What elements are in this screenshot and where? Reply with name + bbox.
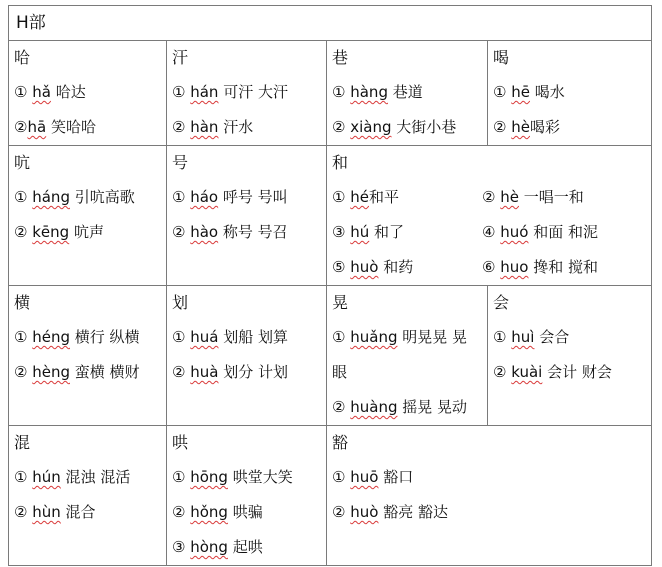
example-words: 混合 <box>65 503 96 521</box>
entry-char: 汗 <box>172 48 189 67</box>
entry-char: 哄 <box>172 433 189 452</box>
example-words: 摇晃 晃动 <box>402 398 468 416</box>
reading-line: ② hè喝彩 <box>493 118 560 136</box>
pinyin: hàng <box>350 83 388 101</box>
example-words: 巷道 <box>392 83 423 101</box>
example-words: 明晃晃 晃 <box>402 328 468 346</box>
pinyin: huò <box>350 503 379 521</box>
example-words: 大街小巷 <box>396 118 457 136</box>
entry-char: 哈 <box>14 48 31 67</box>
pinyin: hōng <box>190 468 228 486</box>
example-words: 呼号 号叫 <box>222 188 288 206</box>
pinyin: héng <box>32 328 70 346</box>
pinyin: hè <box>511 118 530 136</box>
entry-cell-heng <box>9 286 167 426</box>
example-words: 蛮横 横财 <box>74 363 140 381</box>
reading-line: ② kēng 吭声 <box>14 223 104 241</box>
pinyin: háng <box>32 188 70 206</box>
example-words: 会合 <box>539 328 570 346</box>
pinyin: hào <box>190 223 219 241</box>
reading-line: ② hào 称号 号召 <box>172 223 288 241</box>
pinyin: huàng <box>350 398 398 416</box>
pinyin: hē <box>511 83 530 101</box>
example-words: 起哄 <box>232 538 263 556</box>
reading-line: ③ hòng 起哄 <box>172 538 263 556</box>
pinyin: huǎng <box>350 328 398 346</box>
reading-line: ① háo 呼号 号叫 <box>172 188 288 206</box>
entry-cell-huang <box>327 286 488 426</box>
reading-line: ② hùn 混合 <box>14 503 96 521</box>
example-words: 划分 计划 <box>223 363 289 381</box>
entry-cell-hui <box>488 286 652 426</box>
pinyin: huó <box>500 223 529 241</box>
pinyin: hún <box>32 468 61 486</box>
reading-line: ② hèng 蛮横 横财 <box>14 363 140 381</box>
pinyin: huà <box>190 363 219 381</box>
example-words: 和药 <box>383 258 414 276</box>
entry-cell-hua <box>167 286 327 426</box>
example-words: 豁亮 豁达 <box>383 503 448 521</box>
entry-cell-hong <box>167 426 327 566</box>
entry-cell-hao <box>167 146 327 286</box>
example-words: 和平 <box>368 188 399 206</box>
section-header <box>9 6 652 41</box>
pinyin: kēng <box>32 223 70 241</box>
reading-line: ① huǎng 明晃晃 晃 <box>332 328 468 346</box>
example-words: 和了 <box>374 223 405 241</box>
pinyin: hā <box>27 118 47 136</box>
reading-wrap-line: 眼 <box>332 363 348 381</box>
pinyin: hùn <box>32 503 61 521</box>
pinyin: huō <box>350 468 379 486</box>
reading-line: ① hàng 巷道 <box>332 83 423 101</box>
example-words: 豁口 <box>383 468 414 486</box>
pinyin: hǎ <box>32 83 51 101</box>
entry-char: 横 <box>14 293 31 312</box>
example-words: 喝彩 <box>529 118 560 136</box>
example-words: 可汗 大汗 <box>223 83 289 101</box>
reading-line: ② xiàng 大街小巷 <box>332 118 457 136</box>
reading-line: ① hōng 哄堂大笑 <box>172 468 293 486</box>
reading-line: ① hé和平 ② hè 一唱一和 <box>332 188 584 206</box>
example-words: 称号 号召 <box>222 223 288 241</box>
reading-line: ① hán 可汗 大汗 <box>172 83 289 101</box>
example-words: 笑哈哈 <box>50 118 96 136</box>
polyphone-table <box>8 5 652 566</box>
entry-cell-hun <box>9 426 167 566</box>
entry-cell-xiang <box>327 41 488 146</box>
entry-char: 号 <box>172 153 189 172</box>
entry-char: 吭 <box>14 153 31 172</box>
example-words: 会计 财会 <box>547 363 612 381</box>
reading-line: ① háng 引吭高歌 <box>14 188 135 206</box>
reading-line: ① huō 豁口 <box>332 468 414 486</box>
reading-line: ① hǎ 哈达 <box>14 83 86 101</box>
entry-char: 会 <box>493 293 510 312</box>
pinyin: hè <box>500 188 519 206</box>
reading-line: ⑤ huò 和药 ⑥ huo 搀和 搅和 <box>332 258 598 276</box>
pinyin: kuài <box>511 363 543 381</box>
entry-char: 豁 <box>332 433 349 452</box>
pinyin: hú <box>350 223 370 241</box>
entry-char: 喝 <box>493 48 510 67</box>
reading-line: ① huá 划船 划算 <box>172 328 289 346</box>
example-words: 横行 纵横 <box>74 328 140 346</box>
reading-line: ②hā 笑哈哈 <box>14 118 96 136</box>
entry-cell-he <box>488 41 652 146</box>
reading-line: ③ hú 和了 ④ huó 和面 和泥 <box>332 223 598 241</box>
pinyin: xiàng <box>350 118 392 136</box>
example-words: 和面 和泥 <box>533 223 598 241</box>
example-words: 汗水 <box>223 118 254 136</box>
entry-char: 划 <box>172 293 189 312</box>
pinyin: huá <box>190 328 219 346</box>
pinyin: huo <box>500 258 529 276</box>
reading-line: ② huà 划分 计划 <box>172 363 289 381</box>
pinyin: hán <box>190 83 219 101</box>
entry-cell-he-multi <box>327 146 652 286</box>
reading-line: ① hún 混浊 混活 <box>14 468 131 486</box>
example-words: 混浊 混活 <box>65 468 131 486</box>
entry-cell-hang <box>9 146 167 286</box>
entry-cell-ha <box>9 41 167 146</box>
pinyin: hǒng <box>190 503 228 521</box>
reading-line: ① héng 横行 纵横 <box>14 328 140 346</box>
reading-line: ② huàng 摇晃 晃动 <box>332 398 468 416</box>
example-words: 哄堂大笑 <box>232 468 293 486</box>
entry-char: 晃 <box>332 293 349 312</box>
example-words: 喝水 <box>534 83 565 101</box>
pinyin: hé <box>350 188 369 206</box>
pinyin: huò <box>350 258 379 276</box>
pinyin: hòng <box>190 538 228 556</box>
entry-char: 和 <box>332 153 349 172</box>
example-words: 一唱一和 <box>523 188 584 206</box>
reading-line: ② huò 豁亮 豁达 <box>332 503 448 521</box>
reading-line: ① huì 会合 <box>493 328 570 346</box>
section-title: H部 <box>16 13 46 33</box>
entry-cell-huo <box>327 426 652 566</box>
pinyin: huì <box>511 328 535 346</box>
pinyin: hàn <box>190 118 219 136</box>
entry-char: 巷 <box>332 48 349 67</box>
entry-cell-han <box>167 41 327 146</box>
example-words: 引吭高歌 <box>74 188 135 206</box>
pinyin: háo <box>190 188 219 206</box>
reading-line: ① hē 喝水 <box>493 83 565 101</box>
example-words: 哄骗 <box>232 503 263 521</box>
example-words: 搀和 搅和 <box>533 258 598 276</box>
entry-char: 混 <box>14 433 31 452</box>
example-words: 哈达 <box>55 83 86 101</box>
reading-line: ② kuài 会计 财会 <box>493 363 612 381</box>
example-words: 吭声 <box>73 223 104 241</box>
example-words: 划船 划算 <box>223 328 289 346</box>
pinyin: hèng <box>32 363 70 381</box>
reading-line: ② hàn 汗水 <box>172 118 254 136</box>
reading-line: ② hǒng 哄骗 <box>172 503 263 521</box>
